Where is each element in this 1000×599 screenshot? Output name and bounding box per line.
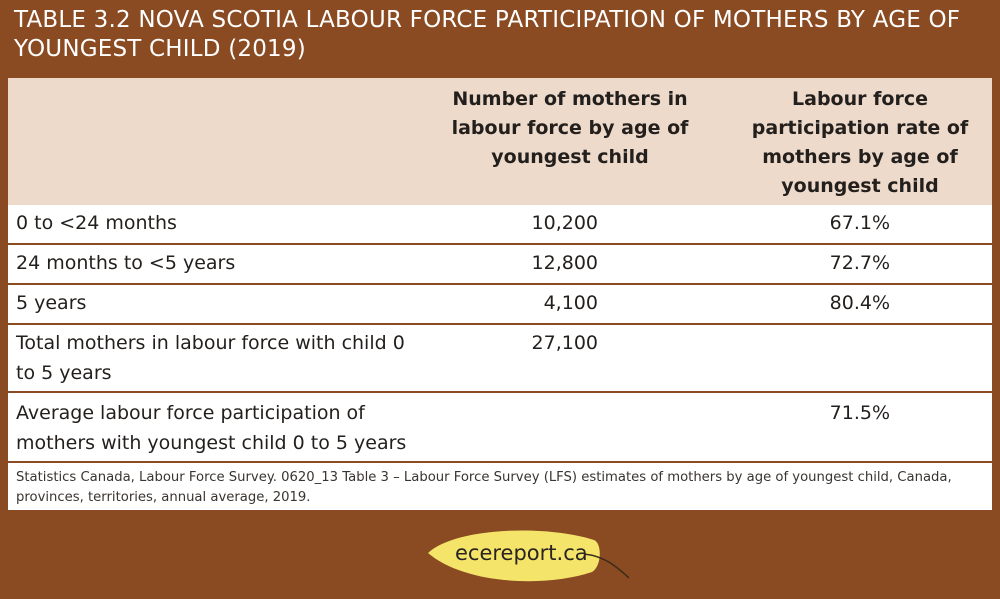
table-row <box>8 205 992 245</box>
row-number: 10,200 <box>531 212 598 234</box>
brand-link[interactable]: ecereport.ca <box>455 541 588 565</box>
row-label: Average labour force participation of mothers with youngest child 0 to 5 years <box>16 402 407 454</box>
row-number: 4,100 <box>543 292 598 314</box>
footer <box>0 510 1000 599</box>
divider <box>8 461 992 463</box>
row-number: 12,800 <box>531 252 598 274</box>
row-rate: 80.4% <box>829 292 890 314</box>
table-row <box>8 393 992 461</box>
table-title: TABLE 3.2 NOVA SCOTIA LABOUR FORCE PARTICIPATION OF MOTHERS BY AGE OF YOUNGEST CHILD (2019) <box>14 7 961 62</box>
data-table <box>8 78 992 510</box>
row-label: 0 to <24 months <box>16 212 177 234</box>
table-header <box>8 78 992 205</box>
row-number: 27,100 <box>531 332 598 354</box>
column-header-rate: Labour force participation rate of mothers by age of youngest child <box>751 88 969 197</box>
row-label: Total mothers in labour force with child 0 to 5 years <box>16 332 405 384</box>
table-row <box>8 325 992 393</box>
table-row <box>8 285 992 325</box>
row-rate: 67.1% <box>829 212 890 234</box>
source-note: Statistics Canada, Labour Force Survey. 0620_13 Table 3 – Labour Force Survey (LFS) estimates of mothers by age of youngest child, Canada, provinces, territories, annual average, 2019. <box>16 470 952 505</box>
row-rate: 72.7% <box>829 252 890 274</box>
row-label: 5 years <box>16 292 87 314</box>
table-row <box>8 245 992 285</box>
row-rate: 71.5% <box>829 402 890 424</box>
column-header-number: Number of mothers in labour force by age of youngest child <box>451 88 689 168</box>
row-label: 24 months to <5 years <box>16 252 236 274</box>
